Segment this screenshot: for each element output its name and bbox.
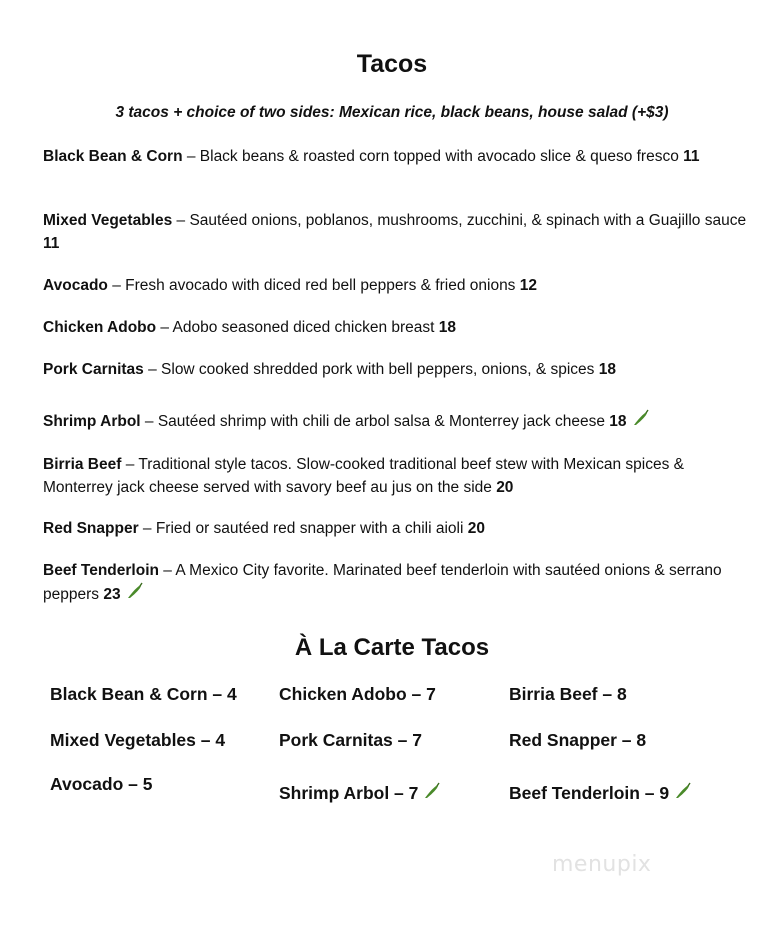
a-la-carte-item-label: Pork Carnitas – 7	[279, 730, 422, 750]
menu-item-price: 18	[609, 413, 627, 430]
menu-item-description: A Mexico City favorite. Marinated beef tenderloin with sautéed onions & serrano peppers	[43, 562, 722, 603]
menu-item	[43, 209, 748, 255]
menu-item	[43, 274, 748, 297]
a-la-carte-item-label: Beef Tenderloin – 9	[509, 783, 670, 803]
menu-item-dash: –	[182, 148, 200, 165]
menu-item-price: 18	[438, 319, 457, 336]
menu-item-dash: –	[138, 520, 156, 537]
menu-item-name: Chicken Adobo	[43, 319, 157, 336]
menu-item-description: Adobo seasoned diced chicken breast	[172, 319, 435, 336]
menu-item-dash: –	[143, 361, 162, 378]
menu-item-price: 11	[43, 235, 60, 252]
menu-item	[43, 453, 748, 499]
a-la-carte-item	[50, 774, 152, 795]
a-la-carte-item-label: Mixed Vegetables – 4	[50, 730, 226, 750]
menu-item-name: Black Bean & Corn	[43, 148, 183, 165]
menu-item	[43, 358, 748, 381]
menu-item-dash: –	[121, 456, 139, 473]
menu-item-description: Fresh avocado with diced red bell peppers & fried onions	[125, 277, 516, 294]
menu-item-name: Beef Tenderloin	[43, 562, 159, 579]
menu-item	[43, 559, 748, 606]
menu-item	[43, 409, 748, 433]
a-la-carte-item	[50, 730, 225, 751]
menu-item-dash: –	[140, 413, 158, 430]
a-la-carte-item-label: Shrimp Arbol – 7	[279, 783, 419, 803]
menu-item-name: Avocado	[43, 277, 108, 294]
menu-item-name: Pork Carnitas	[43, 361, 144, 378]
a-la-carte-item-label: Avocado – 5	[50, 774, 153, 794]
menu-item-dash: –	[107, 277, 126, 294]
menu-subtitle: 3 tacos + choice of two sides: Mexican rice, black beans, house salad (+$3)	[115, 104, 669, 121]
menu-item-name: Mixed Vegetables	[43, 212, 173, 229]
a-la-carte-item-label: Black Bean & Corn – 4	[50, 684, 237, 704]
chili-pepper-icon	[125, 582, 143, 600]
menu-item	[43, 517, 748, 540]
menu-item-price: 23	[103, 586, 121, 603]
a-la-carte-item	[509, 782, 691, 804]
menu-item-dash: –	[158, 562, 176, 579]
a-la-carte-item-label: Birria Beef – 8	[509, 684, 627, 704]
menu-item	[43, 145, 748, 168]
menu-item	[43, 316, 748, 339]
menu-item-description: Sautéed shrimp with chili de arbol salsa & Monterrey jack cheese	[157, 413, 605, 430]
menu-item-description: Sautéed onions, poblanos, mushrooms, zucchini, & spinach with a Guajillo sauce	[189, 212, 747, 229]
a-la-carte-item	[279, 782, 440, 804]
a-la-carte-item	[279, 684, 436, 705]
chili-pepper-icon	[673, 782, 691, 800]
a-la-carte-item	[509, 684, 627, 705]
menu-item-description: Fried or sautéed red snapper with a chili aioli	[155, 520, 464, 537]
chili-pepper-icon	[631, 409, 649, 427]
menu-title: Tacos	[356, 50, 428, 78]
a-la-carte-item	[279, 730, 422, 751]
a-la-carte-item-label: Red Snapper – 8	[509, 730, 647, 750]
menu-item-description: Black beans & roasted corn topped with avocado slice & queso fresco	[199, 148, 679, 165]
menu-item-dash: –	[156, 319, 173, 336]
menu-item-name: Red Snapper	[43, 520, 139, 537]
a-la-carte-title: À La Carte Tacos	[294, 634, 490, 661]
menu-item-price: 12	[519, 277, 537, 294]
a-la-carte-item	[50, 684, 237, 705]
menu-item-description: Slow cooked shredded pork with bell peppers, onions, & spices	[161, 361, 595, 378]
menu-item-name: Shrimp Arbol	[43, 413, 141, 430]
a-la-carte-item	[509, 730, 646, 751]
menu-item-price: 20	[467, 520, 485, 537]
menu-item-price: 11	[683, 148, 700, 165]
menu-item-name: Birria Beef	[43, 456, 122, 473]
menu-item-dash: –	[172, 212, 190, 229]
watermark-logo: menupix	[552, 852, 652, 877]
chili-pepper-icon	[422, 782, 440, 800]
menu-item-price: 18	[598, 361, 616, 378]
a-la-carte-item-label: Chicken Adobo – 7	[279, 684, 436, 704]
menu-item-price: 20	[496, 479, 514, 496]
menu-item-description: Traditional style tacos. Slow-cooked traditional beef stew with Mexican spices & Monterrey jack cheese served with savory beef au jus on the side	[43, 456, 684, 496]
